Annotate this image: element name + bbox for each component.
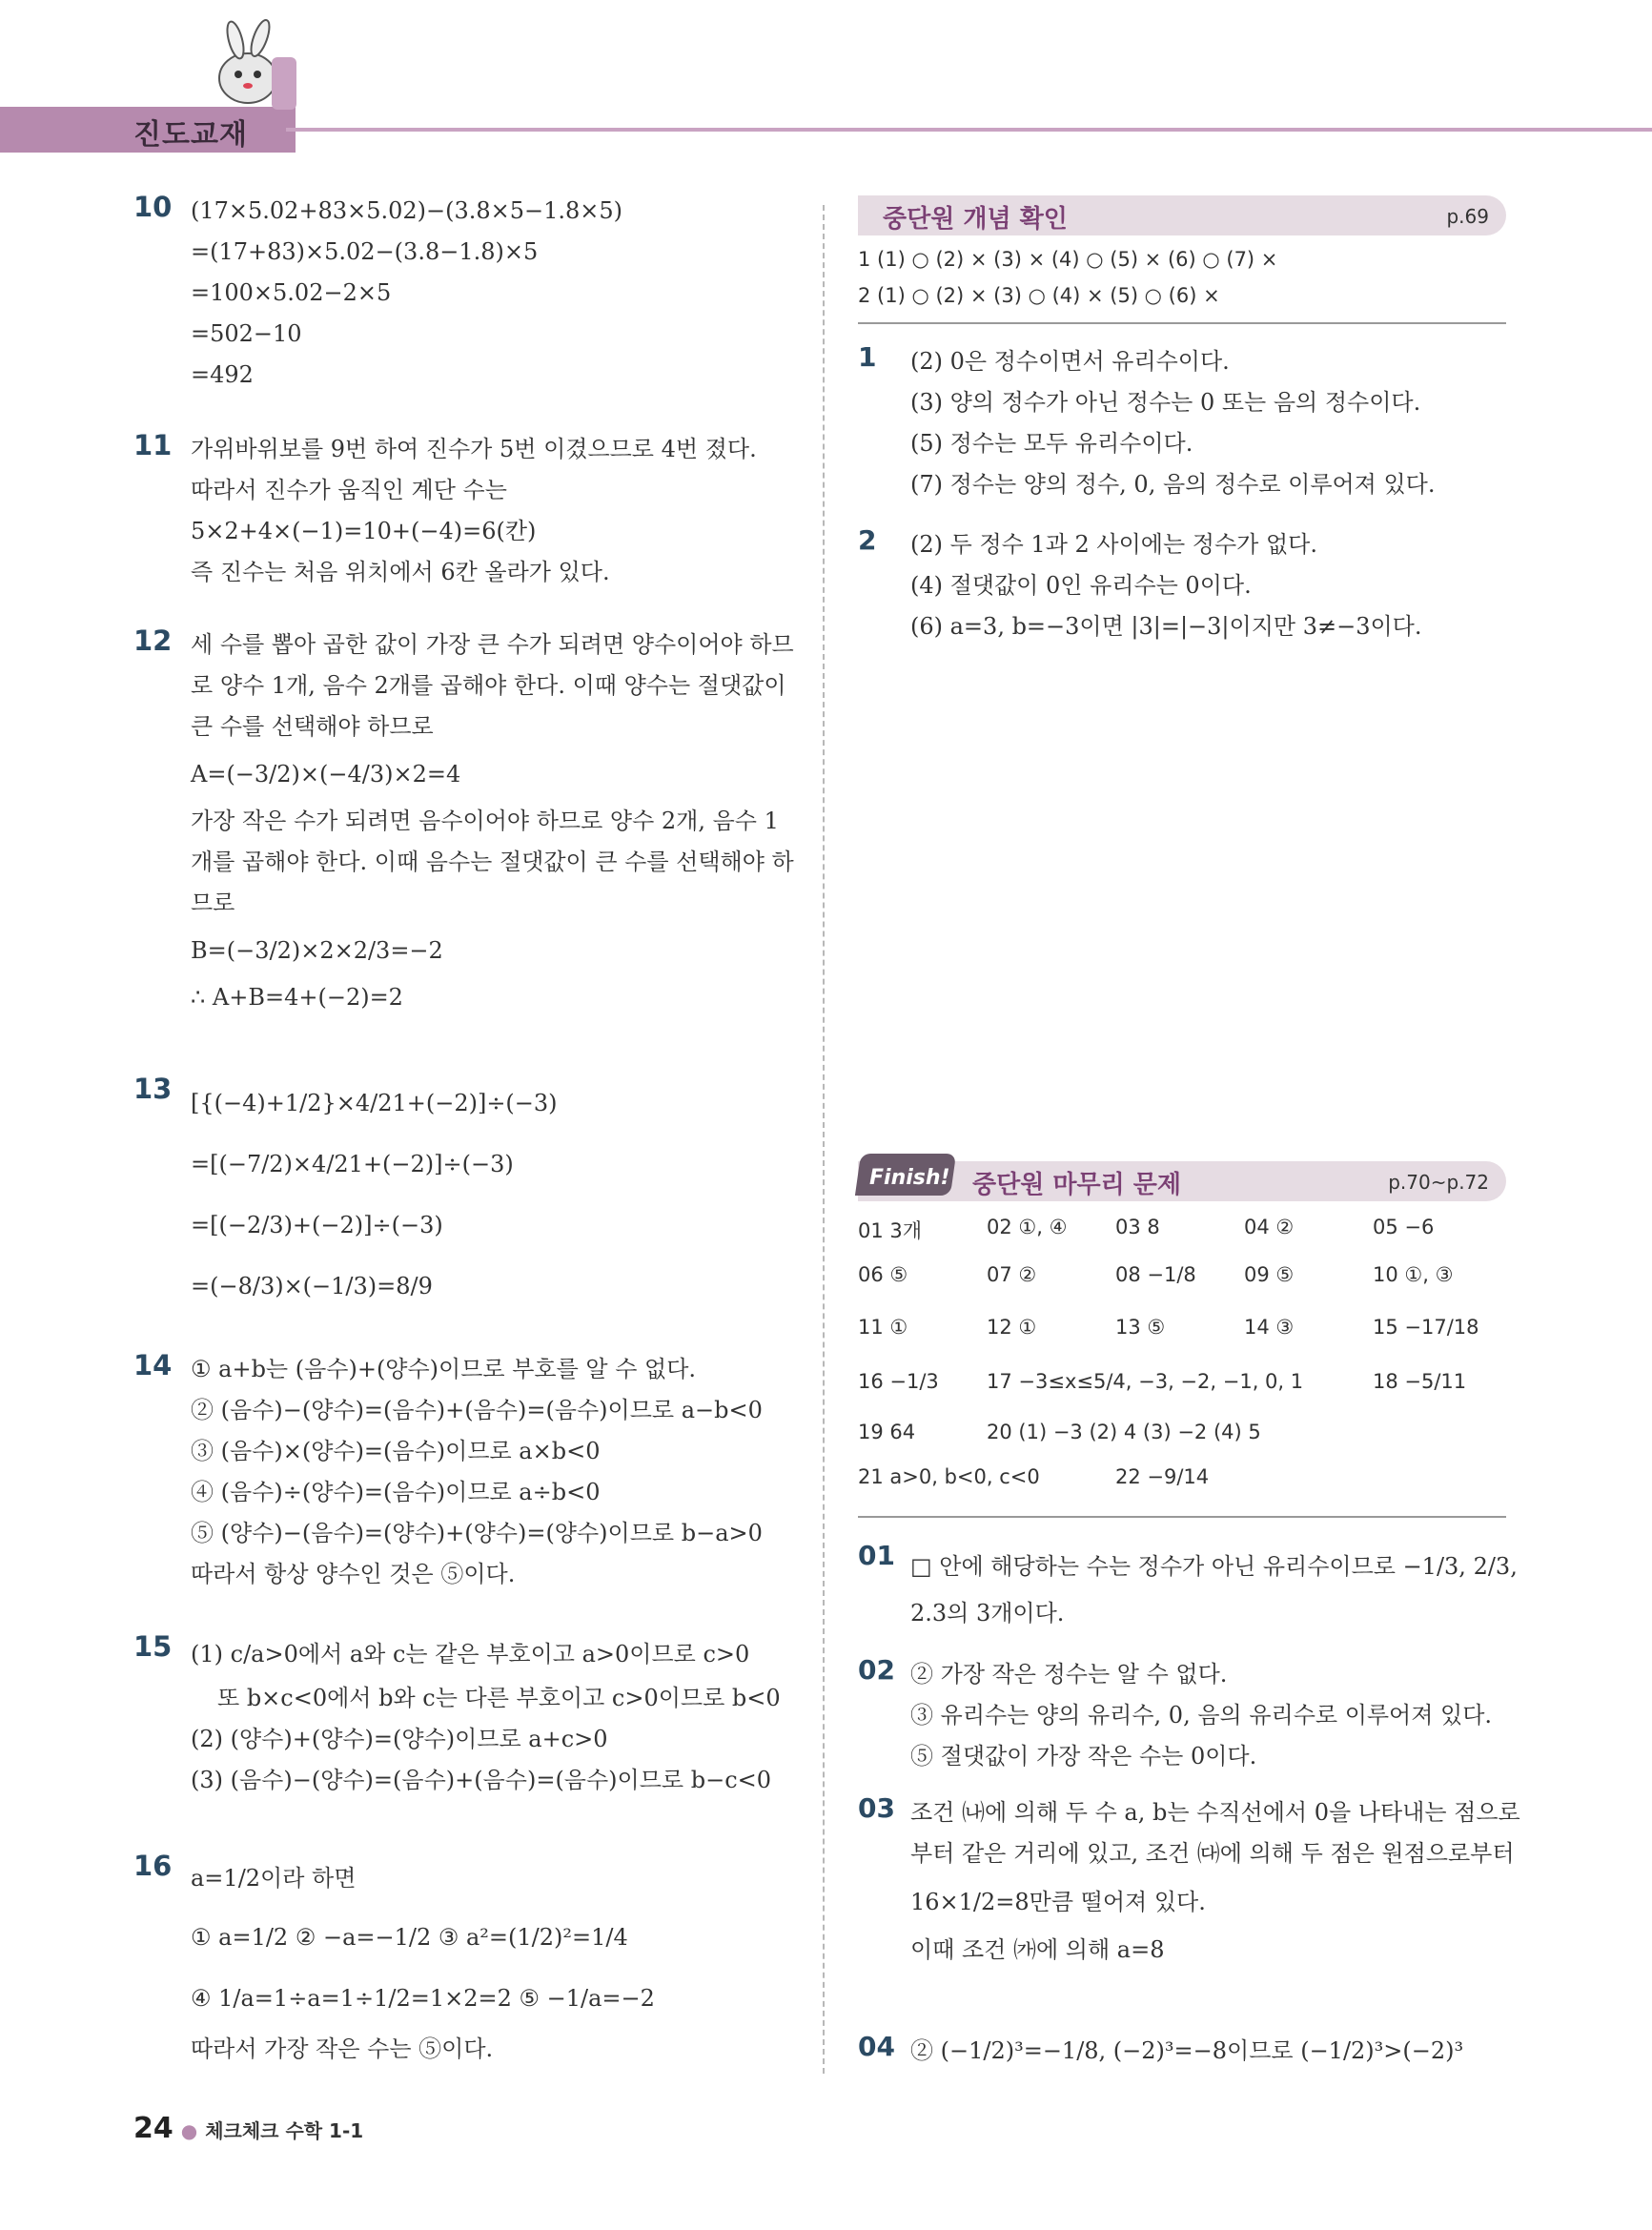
solution-line: =(17+83)×5.02−(3.8−1.8)×5 <box>191 238 539 265</box>
solution-line: (2) 두 정수 1과 2 사이에는 정수가 없다. <box>910 531 1317 558</box>
solution-line: ① a=1/2 ② −a=−1/2 ③ a²=(1/2)²=1/4 <box>191 1924 628 1951</box>
concept-answer-row-2: 2 (1) ○ (2) × (3) ○ (4) × (5) ○ (6) × <box>858 284 1220 307</box>
answer-cell: 20 (1) −3 (2) 4 (3) −2 (4) 5 <box>987 1421 1261 1443</box>
solution-line: 이때 조건 ㈎에 의해 a=8 <box>910 1936 1165 1963</box>
answer-cell: 22 −9/14 <box>1115 1465 1210 1488</box>
solution-line: B=(−3/2)×2×2/3=−2 <box>191 937 443 964</box>
page-number: 24 <box>133 2112 173 2145</box>
solution-line: (2) (양수)+(양수)=(양수)이므로 a+c>0 <box>191 1726 608 1752</box>
answer-cell: 07 ② <box>987 1263 1037 1286</box>
finish-section-header <box>858 1161 1506 1201</box>
solution-line: 또 b×c<0에서 b와 c는 다른 부호이고 c>0이므로 b<0 <box>217 1685 781 1711</box>
problem-number: 16 <box>133 1850 173 1882</box>
divider <box>858 1516 1506 1518</box>
problem-number: 02 <box>858 1654 895 1686</box>
finish-badge-text: Finish! <box>869 1166 950 1190</box>
solution-line: =[(−2/3)+(−2)]÷(−3) <box>191 1212 443 1238</box>
solution-line: =100×5.02−2×5 <box>191 279 392 306</box>
answer-cell: 12 ① <box>987 1316 1037 1339</box>
solution-line: (17×5.02+83×5.02)−(3.8×5−1.8×5) <box>191 197 623 224</box>
solution-line: =(−8/3)×(−1/3)=8/9 <box>191 1273 433 1299</box>
solution-line: 따라서 진수가 움직인 계단 수는 <box>191 477 507 503</box>
solution-line: (7) 정수는 양의 정수, 0, 음의 정수로 이루어져 있다. <box>910 471 1436 498</box>
solution-line: 16×1/2=8만큼 떨어져 있다. <box>910 1889 1206 1915</box>
column-divider <box>823 205 825 2074</box>
solution-line: (3) 양의 정수가 아닌 정수는 0 또는 음의 정수이다. <box>910 389 1421 416</box>
answer-cell: 18 −5/11 <box>1373 1370 1467 1393</box>
section-page-ref: p.70~p.72 <box>1388 1171 1489 1194</box>
answer-cell: 17 −3≤x≤5/4, −3, −2, −1, 0, 1 <box>987 1370 1304 1393</box>
solution-line: □ 안에 해당하는 수는 정수가 아닌 유리수이므로 −1/3, 2/3, <box>910 1553 1518 1580</box>
solution-line: ④ (음수)÷(양수)=(음수)이므로 a÷b<0 <box>191 1479 601 1505</box>
solution-line: (6) a=3, b=−3이면 |3|=|−3|이지만 3≠−3이다. <box>910 613 1422 640</box>
answer-cell: 04 ② <box>1244 1216 1295 1238</box>
problem-number: 01 <box>858 1540 895 1571</box>
answer-cell: 10 ①, ③ <box>1373 1263 1454 1286</box>
solution-line: ③ 유리수는 양의 유리수, 0, 음의 유리수로 이루어져 있다. <box>910 1702 1493 1729</box>
section-page-ref: p.69 <box>1446 205 1489 228</box>
solution-line: ② (−1/2)³=−1/8, (−2)³=−8이므로 (−1/2)³>(−2)³ <box>910 2037 1464 2064</box>
concept-check-header <box>858 195 1506 235</box>
solution-line: 로 양수 1개, 음수 2개를 곱해야 한다. 이때 양수는 절댓값이 <box>191 672 786 699</box>
answer-cell: 06 ⑤ <box>858 1263 908 1286</box>
answer-cell: 13 ⑤ <box>1115 1316 1166 1339</box>
answer-cell: 03 8 <box>1115 1216 1160 1238</box>
solution-line: ∴ A+B=4+(−2)=2 <box>191 984 403 1011</box>
solution-line: [{(−4)+1/2}×4/21+(−2)]÷(−3) <box>191 1090 558 1116</box>
problem-number: 13 <box>133 1073 173 1105</box>
solution-line: 따라서 가장 작은 수는 ⑤이다. <box>191 2036 494 2062</box>
page-footer <box>133 2112 363 2145</box>
solution-line: 2.3의 3개이다. <box>910 1600 1065 1626</box>
concept-answer-row-1: 1 (1) ○ (2) × (3) × (4) ○ (5) × (6) ○ (7) × <box>858 248 1278 271</box>
problem-number: 15 <box>133 1630 173 1663</box>
problem-number: 04 <box>858 2031 895 2062</box>
solution-line: (2) 0은 정수이면서 유리수이다. <box>910 348 1230 375</box>
solution-line: ② 가장 작은 정수는 알 수 없다. <box>910 1661 1228 1688</box>
solution-line: a=1/2이라 하면 <box>191 1865 357 1892</box>
solution-line: 큰 수를 선택해야 하므로 <box>191 713 434 740</box>
problem-number: 2 <box>858 524 877 556</box>
solution-line: ⑤ (양수)−(음수)=(양수)+(양수)=(양수)이므로 b−a>0 <box>191 1520 763 1546</box>
answer-cell: 08 −1/8 <box>1115 1263 1196 1286</box>
solution-line: ④ 1/a=1÷a=1÷1/2=1×2=2 ⑤ −1/a=−2 <box>191 1985 655 2012</box>
problem-number: 14 <box>133 1349 173 1381</box>
problem-number: 1 <box>858 341 877 373</box>
solution-line: =502−10 <box>191 320 302 347</box>
solution-line: A=(−3/2)×(−4/3)×2=4 <box>191 761 461 788</box>
bullet-icon: ● <box>180 2119 198 2142</box>
solution-line: 5×2+4×(−1)=10+(−4)=6(칸) <box>191 518 537 544</box>
answer-cell: 11 ① <box>858 1316 908 1339</box>
answer-cell: 16 −1/3 <box>858 1370 939 1393</box>
solution-line: ① a+b는 (음수)+(양수)이므로 부호를 알 수 없다. <box>191 1356 697 1382</box>
solution-line: 조건 ㈏에 의해 두 수 a, b는 수직선에서 0을 나타내는 점으로 <box>910 1799 1520 1826</box>
solution-line: 가위바위보를 9번 하여 진수가 5번 이겼으므로 4번 졌다. <box>191 436 757 462</box>
problem-number: 12 <box>133 624 173 657</box>
solution-line: 므로 <box>191 890 235 916</box>
header-label: 진도교재 <box>133 118 248 152</box>
divider <box>858 322 1506 324</box>
solution-line: (1) c/a>0에서 a와 c는 같은 부호이고 a>0이므로 c>0 <box>191 1641 750 1667</box>
solution-line: (5) 정수는 모두 유리수이다. <box>910 430 1193 457</box>
section-title: 중단원 개념 확인 <box>883 205 1068 234</box>
solution-line: 세 수를 뽑아 곱한 값이 가장 큰 수가 되려면 양수이어야 하므 <box>191 631 794 658</box>
answer-cell: 15 −17/18 <box>1373 1316 1479 1339</box>
solution-line: ② (음수)−(양수)=(음수)+(음수)=(음수)이므로 a−b<0 <box>191 1397 763 1423</box>
solution-line: ③ (음수)×(양수)=(음수)이므로 a×b<0 <box>191 1438 601 1464</box>
solution-line: =492 <box>191 361 254 388</box>
solution-line: 즉 진수는 처음 위치에서 6칸 올라가 있다. <box>191 559 610 585</box>
solution-line: ⑤ 절댓값이 가장 작은 수는 0이다. <box>910 1743 1257 1770</box>
solution-line: 개를 곱해야 한다. 이때 음수는 절댓값이 큰 수를 선택해야 하 <box>191 849 794 875</box>
solution-line: (3) (음수)−(양수)=(음수)+(음수)=(음수)이므로 b−c<0 <box>191 1767 772 1793</box>
problem-number: 03 <box>858 1792 895 1824</box>
header-rule <box>286 128 1652 132</box>
problem-number: 11 <box>133 429 173 461</box>
answer-cell: 21 a>0, b<0, c<0 <box>858 1465 1040 1488</box>
answer-cell: 05 −6 <box>1373 1216 1435 1238</box>
problem-number: 10 <box>133 191 173 223</box>
solution-line: 따라서 항상 양수인 것은 ⑤이다. <box>191 1561 516 1587</box>
answer-cell: 01 3개 <box>858 1219 923 1242</box>
answer-cell: 19 64 <box>858 1421 916 1443</box>
solution-line: 부터 같은 거리에 있고, 조건 ㈐에 의해 두 점은 원점으로부터 <box>910 1840 1515 1867</box>
rabbit-mascot-icon <box>195 19 300 114</box>
answer-cell: 09 ⑤ <box>1244 1263 1295 1286</box>
answer-cell: 02 ①, ④ <box>987 1216 1068 1238</box>
section-title: 중단원 마무리 문제 <box>972 1171 1182 1199</box>
solution-line: =[(−7/2)×4/21+(−2)]÷(−3) <box>191 1151 514 1177</box>
answer-cell: 14 ③ <box>1244 1316 1295 1339</box>
book-title: 체크체크 수학 1-1 <box>205 2119 364 2142</box>
solution-line: 가장 작은 수가 되려면 음수이어야 하므로 양수 2개, 음수 1 <box>191 808 779 834</box>
solution-line: (4) 절댓값이 0인 유리수는 0이다. <box>910 572 1252 599</box>
